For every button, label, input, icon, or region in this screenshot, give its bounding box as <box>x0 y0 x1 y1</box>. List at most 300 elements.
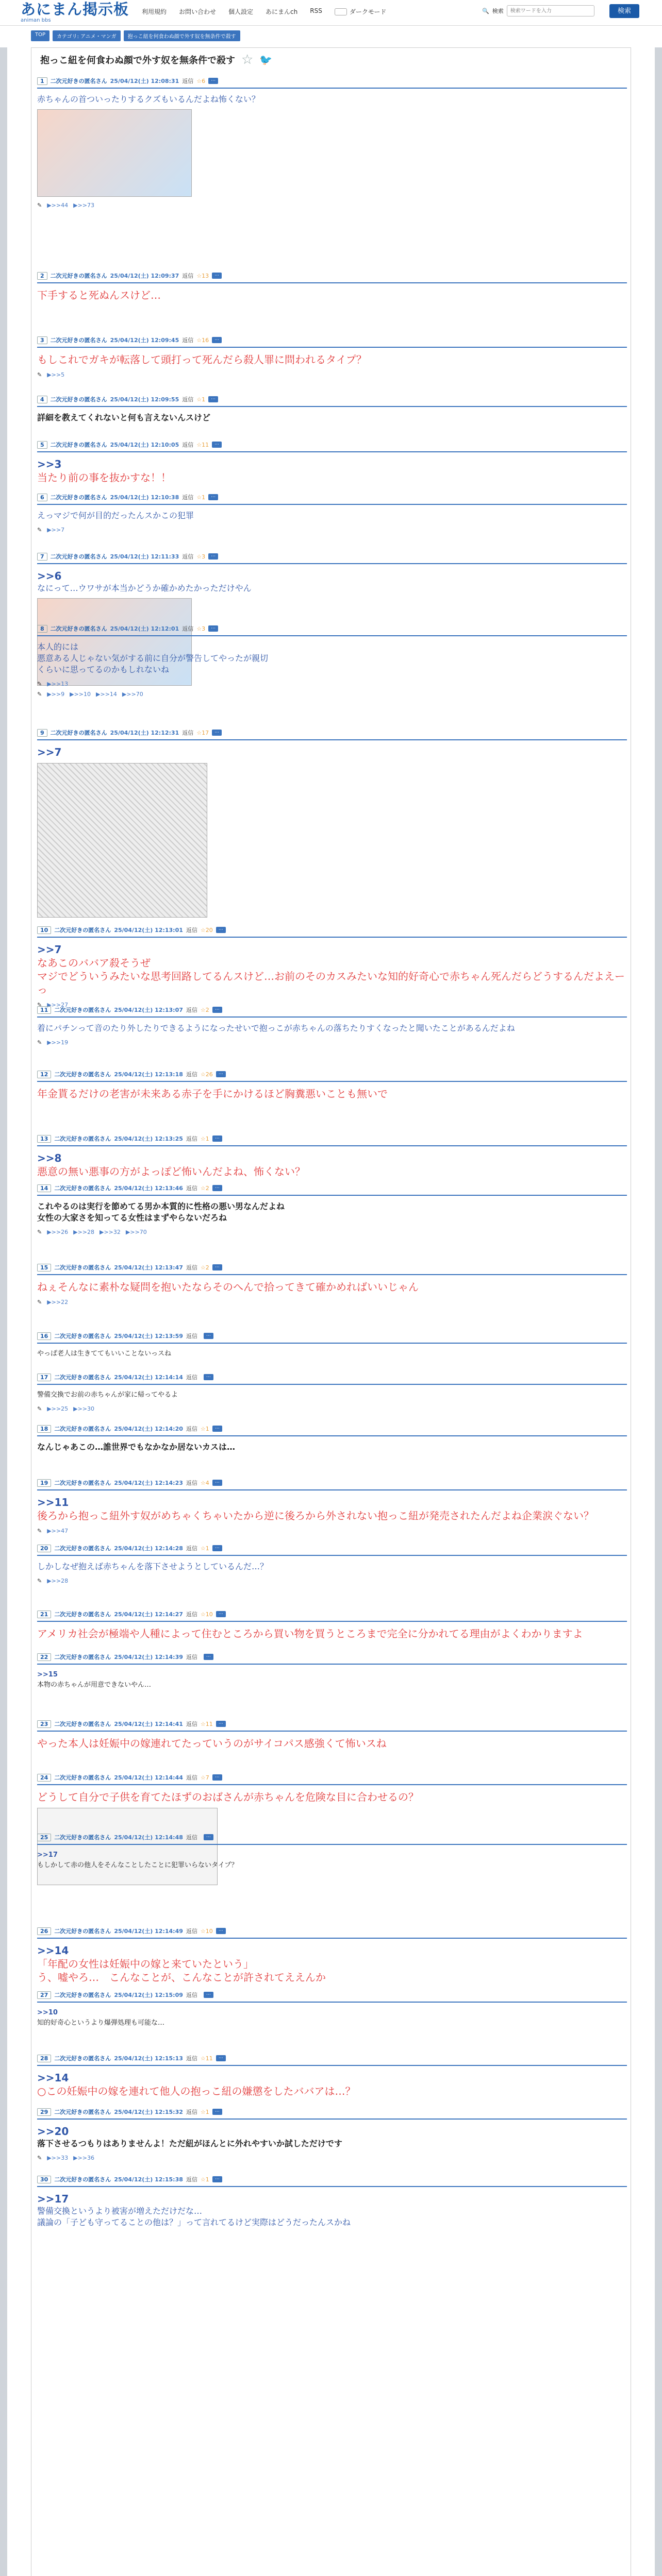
post-number[interactable]: 17 <box>37 1374 51 1381</box>
ref-link[interactable]: ▶>>7 <box>47 527 65 533</box>
poster-name: 二次元好きの匿名さん <box>54 1774 111 1781</box>
post-divider <box>37 1435 627 1436</box>
post-divider <box>37 1938 627 1939</box>
reply-refs <box>37 1528 627 1534</box>
post-number[interactable]: 27 <box>37 1991 51 1999</box>
like-count[interactable]: ☆10 <box>200 1927 213 1935</box>
poster-name: 二次元好きの匿名さん <box>54 1264 111 1271</box>
ref-link[interactable]: ▶>>22 <box>47 1299 69 1306</box>
reply-link[interactable]: 返信 <box>186 927 197 934</box>
reply-anchor[interactable]: >>10 <box>37 2009 58 2016</box>
nav-contact[interactable]: お問い合わせ <box>179 8 217 15</box>
like-count[interactable]: ☆3 <box>196 625 206 632</box>
like-count[interactable]: ☆11 <box>196 441 209 448</box>
site-header <box>0 0 662 26</box>
post-27 <box>37 1990 627 2028</box>
post-body: もしこれでガキが転落して頭打って死んだら殺人罪に問われるタイプ？ <box>37 353 367 366</box>
post-header <box>37 551 627 562</box>
menu-button[interactable]: ⋯ <box>212 1774 222 1781</box>
menu-button[interactable]: ⋯ <box>204 1374 213 1380</box>
post-header <box>37 1719 627 1729</box>
reply-refs <box>37 691 627 698</box>
ref-link[interactable]: ▶>>44 <box>47 202 69 209</box>
post-number[interactable]: 5 <box>37 441 47 449</box>
reply-link[interactable]: 返信 <box>186 2055 197 2062</box>
menu-button[interactable]: ⋯ <box>212 1007 222 1013</box>
post-date: 25/04/12(土) 12:12:31 <box>110 730 179 736</box>
like-count[interactable]: ☆2 <box>200 1184 209 1192</box>
poster-name: 二次元好きの匿名さん <box>54 1333 111 1340</box>
post-number[interactable]: 24 <box>37 1774 51 1782</box>
post-date: 25/04/12(土) 12:14:39 <box>114 1654 183 1660</box>
nav-terms[interactable]: 利用規約 <box>142 8 167 15</box>
post-number[interactable]: 18 <box>37 1425 51 1433</box>
menu-button[interactable]: ⋯ <box>216 1928 226 1934</box>
menu-button[interactable]: ⋯ <box>212 1264 222 1270</box>
like-count[interactable]: ☆13 <box>196 272 209 279</box>
menu-button[interactable]: ⋯ <box>216 1611 226 1617</box>
like-count[interactable]: ☆10 <box>200 1611 213 1618</box>
post-divider <box>37 2186 627 2187</box>
like-count[interactable]: ☆1 <box>200 2176 209 2183</box>
post-divider <box>37 635 627 636</box>
post-number[interactable]: 28 <box>37 2055 51 2062</box>
poster-name: 二次元好きの匿名さん <box>54 1374 111 1381</box>
post-body: 年金貰るだけの老害が未来ある赤子を手にかけるほど胸糞悪いことも無いで <box>37 1088 388 1100</box>
poster-name: 二次元好きの匿名さん <box>54 2176 111 2183</box>
post-1 <box>37 76 627 209</box>
post-divider <box>37 2119 627 2120</box>
menu-button[interactable]: ⋯ <box>204 1834 213 1840</box>
post-divider <box>37 2065 627 2066</box>
post-28 <box>37 2053 627 2098</box>
post-12 <box>37 1069 627 1100</box>
ref-link[interactable]: ▶>>70 <box>122 691 143 698</box>
post-divider <box>37 1784 627 1785</box>
menu-button[interactable]: ⋯ <box>212 1480 222 1486</box>
post-number[interactable]: 25 <box>37 1834 51 1841</box>
site-logo[interactable] <box>21 1 129 24</box>
post-header <box>37 1609 627 1619</box>
reply-link[interactable]: 返信 <box>186 1992 197 1998</box>
post-date: 25/04/12(土) 12:15:09 <box>114 1992 183 1998</box>
poster-name: 二次元好きの匿名さん <box>50 553 107 560</box>
menu-button[interactable]: ⋯ <box>212 2109 222 2115</box>
post-number[interactable]: 19 <box>37 1479 51 1487</box>
reply-anchor[interactable]: >>3 <box>37 458 62 470</box>
post-number[interactable]: 6 <box>37 494 47 501</box>
menu-button[interactable]: ⋯ <box>208 625 218 632</box>
menu-button[interactable]: ⋯ <box>204 1992 213 1998</box>
breadcrumb-top[interactable]: TOP <box>31 30 49 41</box>
ref-link[interactable]: ▶>>32 <box>100 1229 121 1235</box>
post-header <box>37 1069 627 1079</box>
post-divider <box>37 1555 627 1556</box>
post-body: もしかして赤の他人をそんなことしたことに犯罪いらないタイプ？ <box>37 1861 238 1869</box>
reply-link[interactable]: 返信 <box>182 273 194 279</box>
reply-icon: ✎ <box>37 681 42 687</box>
post-body: 詳細を教えてくれないと何も言えないんスけど <box>37 413 211 422</box>
post-divider <box>37 1731 627 1732</box>
post-number[interactable]: 1 <box>37 77 47 85</box>
like-count[interactable]: ☆3 <box>196 553 206 560</box>
post-image[interactable] <box>37 109 192 197</box>
reply-icon: ✎ <box>37 1405 42 1412</box>
post-number[interactable]: 4 <box>37 396 47 403</box>
search-icon: 🔍 <box>482 7 489 14</box>
post-date: 25/04/12(土) 12:14:48 <box>114 1834 183 1841</box>
reply-link[interactable]: 返信 <box>186 1545 197 1552</box>
post-body: 知的好奇心というより爆弾処理も可能な… <box>37 2019 165 2027</box>
ref-link[interactable]: ▶>>9 <box>47 691 65 698</box>
like-count[interactable]: ☆1 <box>200 1135 209 1142</box>
nav-settings[interactable]: 個人設定 <box>228 8 254 15</box>
post-date: 25/04/12(土) 12:14:28 <box>114 1545 183 1552</box>
post-number[interactable]: 29 <box>37 2108 51 2116</box>
like-count[interactable]: ☆2 <box>200 1264 209 1271</box>
post-divider <box>37 1081 627 1082</box>
like-count[interactable]: ☆6 <box>196 77 206 84</box>
ref-link[interactable]: ▶>>14 <box>96 691 117 698</box>
post-date: 25/04/12(土) 12:10:38 <box>110 494 179 501</box>
post-number[interactable]: 16 <box>37 1332 51 1340</box>
post-date: 25/04/12(土) 12:14:27 <box>114 1611 183 1618</box>
like-count[interactable]: ☆17 <box>196 729 209 736</box>
poster-name: 二次元好きの匿名さん <box>54 1721 111 1727</box>
menu-button[interactable]: ⋯ <box>208 396 218 402</box>
menu-button[interactable]: ⋯ <box>204 1654 213 1660</box>
poster-name: 二次元好きの匿名さん <box>50 494 107 501</box>
ref-link[interactable]: ▶>>73 <box>73 202 94 209</box>
reply-icon: ✎ <box>37 691 42 698</box>
thread-title: 抱っこ紐を何食わぬ顔で外す奴を無条件で殺す <box>40 55 235 66</box>
post-number[interactable]: 12 <box>37 1071 51 1078</box>
reply-anchor[interactable]: >>6 <box>37 570 62 582</box>
post-header <box>37 623 627 634</box>
like-count[interactable]: ☆1 <box>200 1545 209 1552</box>
search-input[interactable] <box>507 5 594 16</box>
reply-link[interactable]: 返信 <box>186 1136 197 1142</box>
reply-anchor[interactable]: >>20 <box>37 2125 69 2138</box>
search-label: 検索 <box>492 8 504 14</box>
ref-link[interactable]: ▶>>5 <box>47 371 65 378</box>
post-number[interactable]: 14 <box>37 1184 51 1192</box>
menu-button[interactable]: ⋯ <box>212 1136 222 1142</box>
ref-link[interactable]: ▶>>19 <box>47 1039 69 1046</box>
reply-refs <box>37 1229 627 1235</box>
reply-link[interactable]: 返信 <box>186 1374 197 1381</box>
menu-button[interactable]: ⋯ <box>212 442 222 448</box>
breadcrumb-thread[interactable]: 抱っこ紐を何食わぬ顔で外す奴を無条件で殺す <box>124 30 240 41</box>
poster-name: 二次元好きの匿名さん <box>54 1611 111 1618</box>
post-26 <box>37 1926 627 1984</box>
post-header <box>37 1331 627 1341</box>
reply-link[interactable]: 返信 <box>186 1654 197 1660</box>
reply-anchor[interactable]: >>14 <box>37 2072 69 2084</box>
ref-link[interactable]: ▶>>30 <box>73 1405 94 1412</box>
reply-link[interactable]: 返信 <box>186 1480 197 1486</box>
post-body: ○この妊娠中の嫁を連れて他人の抱っこ紐の嫌懲をしたババアは…？ <box>37 2085 356 2097</box>
post-date: 25/04/12(土) 12:13:01 <box>114 927 183 934</box>
like-count[interactable]: ☆1 <box>196 494 206 501</box>
post-date: 25/04/12(土) 12:14:20 <box>114 1426 183 1432</box>
logo-main: あにまん掲示板 <box>21 1 129 18</box>
poster-name: 二次元好きの匿名さん <box>54 1992 111 1998</box>
like-count[interactable]: ☆20 <box>200 926 213 934</box>
like-count[interactable]: ☆1 <box>196 396 206 403</box>
post-header <box>37 2053 627 2063</box>
poster-name: 二次元好きの匿名さん <box>54 1545 111 1552</box>
post-number[interactable]: 2 <box>37 272 47 280</box>
post-body: 本人的には 悪意ある人じゃない気がする前に自分が警告してやったが親切 くらいに思ってるのかもしれないね <box>37 642 269 674</box>
reply-link[interactable]: 返信 <box>186 1774 197 1781</box>
post-5 <box>37 439 627 484</box>
menu-button[interactable]: ⋯ <box>216 1721 226 1727</box>
post-number[interactable]: 21 <box>37 1611 51 1618</box>
post-header <box>37 1772 627 1783</box>
poster-name: 二次元好きの匿名さん <box>54 1007 111 1013</box>
post-divider <box>37 1664 627 1665</box>
menu-button[interactable]: ⋯ <box>212 337 222 343</box>
post-header <box>37 1183 627 1193</box>
post-number[interactable]: 11 <box>37 1006 51 1014</box>
post-divider <box>37 563 627 564</box>
post-header <box>37 1926 627 1936</box>
reply-link[interactable]: 返信 <box>182 442 194 448</box>
reply-icon: ✎ <box>37 1528 42 1534</box>
post-20 <box>37 1543 627 1584</box>
post-date: 25/04/12(土) 12:14:49 <box>114 1928 183 1935</box>
logo-sub: animan bbs <box>21 18 51 23</box>
post-number[interactable]: 23 <box>37 1720 51 1728</box>
reply-link[interactable]: 返信 <box>186 1264 197 1271</box>
menu-button[interactable]: ⋯ <box>212 1426 222 1432</box>
nav-animanch[interactable]: あにまんch <box>266 8 298 15</box>
ref-link[interactable]: ▶>>33 <box>47 2155 69 2161</box>
menu-button[interactable]: ⋯ <box>216 1071 226 1077</box>
ref-link[interactable]: ▶>>36 <box>73 2155 94 2161</box>
poster-name: 二次元好きの匿名さん <box>50 273 107 279</box>
post-30 <box>37 2174 627 2228</box>
post-4 <box>37 394 627 423</box>
ref-link[interactable]: ▶>>27 <box>47 1002 69 1008</box>
poster-name: 二次元好きの匿名さん <box>54 1136 111 1142</box>
post-date: 25/04/12(土) 12:14:41 <box>114 1721 183 1727</box>
post-21 <box>37 1609 627 1640</box>
post-number[interactable]: 22 <box>37 1653 51 1661</box>
post-16 <box>37 1331 627 1359</box>
reply-anchor[interactable]: >>17 <box>37 1851 58 1859</box>
post-header <box>37 2174 627 2184</box>
post-header <box>37 1652 627 1662</box>
post-number[interactable]: 15 <box>37 1264 51 1272</box>
post-header <box>37 76 627 86</box>
reply-icon: ✎ <box>37 202 42 209</box>
reply-link[interactable]: 返信 <box>186 1185 197 1192</box>
menu-button[interactable]: ⋯ <box>208 78 218 84</box>
post-11 <box>37 1005 627 1046</box>
like-count[interactable]: ☆26 <box>200 1071 213 1078</box>
post-header <box>37 492 627 502</box>
post-divider <box>37 1384 627 1385</box>
like-count[interactable]: ☆2 <box>200 1006 209 1013</box>
reply-link[interactable]: 返信 <box>186 1928 197 1935</box>
reply-anchor[interactable]: >>15 <box>37 1671 58 1679</box>
reply-link[interactable]: 返信 <box>182 494 194 501</box>
menu-button[interactable]: ⋯ <box>204 1333 213 1339</box>
post-header <box>37 394 627 404</box>
post-number[interactable]: 13 <box>37 1135 51 1143</box>
nav-rss[interactable]: RSS <box>310 7 322 14</box>
ref-link[interactable]: ▶>>25 <box>47 1405 69 1412</box>
ref-link[interactable]: ▶>>10 <box>70 691 91 698</box>
post-divider <box>37 1016 627 1018</box>
menu-button[interactable]: ⋯ <box>212 730 222 736</box>
post-3 <box>37 335 627 378</box>
reply-refs <box>37 1405 627 1412</box>
post-body: 警備交換でお前の赤ちゃんが家に帰ってやるよ <box>37 1391 178 1399</box>
post-body: なんじゃあこの…誰世界でもなかなか居ないカスは… <box>37 1442 236 1452</box>
menu-button[interactable]: ⋯ <box>216 927 226 933</box>
reply-link[interactable]: 返信 <box>186 1007 197 1013</box>
post-body: ねぇそんなに素朴な疑問を抱いたならそのへんで拾ってきて確かめればいいじゃん <box>37 1281 419 1293</box>
reply-link[interactable]: 返信 <box>186 2176 197 2183</box>
ref-link[interactable]: ▶>>70 <box>125 1229 147 1235</box>
reply-link[interactable]: 返信 <box>186 1834 197 1841</box>
post-divider <box>37 504 627 505</box>
twitter-share-icon[interactable]: 🐦 <box>259 54 273 66</box>
post-divider <box>37 1621 627 1622</box>
reply-link[interactable]: 返信 <box>182 730 194 736</box>
reply-icon: ✎ <box>37 1002 42 1008</box>
like-count[interactable]: ☆11 <box>200 2055 213 2062</box>
post-number[interactable]: 3 <box>37 336 47 344</box>
menu-button[interactable]: ⋯ <box>212 273 222 279</box>
like-count[interactable]: ☆4 <box>200 1479 209 1486</box>
poster-name: 二次元好きの匿名さん <box>50 730 107 736</box>
reply-anchor[interactable]: >>17 <box>37 2193 69 2205</box>
post-number[interactable]: 8 <box>37 625 47 633</box>
reply-link[interactable]: 返信 <box>182 78 194 84</box>
poster-name: 二次元好きの匿名さん <box>50 396 107 403</box>
poster-name: 二次元好きの匿名さん <box>50 625 107 632</box>
post-header <box>37 1990 627 2000</box>
post-date: 25/04/12(土) 12:14:44 <box>114 1774 183 1781</box>
ref-link[interactable]: ▶>>26 <box>47 1229 69 1235</box>
favorite-star-icon[interactable]: ☆ <box>241 52 254 67</box>
menu-button[interactable]: ⋯ <box>212 1545 222 1551</box>
like-count[interactable]: ☆7 <box>200 1774 209 1781</box>
reply-link[interactable]: 返信 <box>186 1611 197 1618</box>
post-body: えっマジで何が目的だったんスかこの犯罪 <box>37 511 194 520</box>
reply-refs <box>37 1039 627 1046</box>
reply-link[interactable]: 返信 <box>182 337 194 344</box>
reply-link[interactable]: 返信 <box>186 1426 197 1432</box>
reply-anchor[interactable]: >>7 <box>37 943 62 956</box>
ref-link[interactable]: ▶>>47 <box>47 1528 69 1534</box>
left-side-bar <box>0 47 7 2576</box>
post-23 <box>37 1719 627 1750</box>
reply-anchor[interactable]: >>8 <box>37 1152 62 1164</box>
post-number[interactable]: 26 <box>37 1927 51 1935</box>
post-body: 悪意の無い悪事の方がよっぽど怖いんだよね、怖くない？ <box>37 1165 305 1178</box>
darkmode-toggle[interactable] <box>335 7 387 16</box>
reply-refs <box>37 202 627 209</box>
reply-anchor[interactable]: >>7 <box>37 746 62 758</box>
darkmode-label: ダークモード <box>349 8 387 15</box>
reply-icon: ✎ <box>37 1578 42 1584</box>
menu-button[interactable]: ⋯ <box>208 553 218 560</box>
menu-button[interactable]: ⋯ <box>216 2055 226 2061</box>
reply-link[interactable]: 返信 <box>182 625 194 632</box>
post-body: 落下させるつもりはありませんよ！ただ紐がほんとに外れやすいか試しただけです <box>37 2139 342 2148</box>
post-14 <box>37 1183 627 1235</box>
like-count[interactable]: ☆11 <box>200 1720 213 1727</box>
post-6 <box>37 492 627 533</box>
reply-anchor[interactable]: >>11 <box>37 1496 69 1509</box>
reply-link[interactable]: 返信 <box>186 2109 197 2115</box>
post-divider <box>37 451 627 452</box>
post-9 <box>37 727 627 918</box>
ref-link[interactable]: ▶>>13 <box>47 681 69 687</box>
menu-button[interactable]: ⋯ <box>212 2176 222 2182</box>
post-10 <box>37 925 627 1008</box>
menu-button[interactable]: ⋯ <box>212 1185 222 1191</box>
post-header <box>37 2107 627 2117</box>
reply-link[interactable]: 返信 <box>186 1721 197 1727</box>
reply-link[interactable]: 返信 <box>186 1071 197 1078</box>
post-divider <box>37 282 627 283</box>
breadcrumb-category[interactable]: カテゴリ: アニメ・マンガ <box>53 30 121 41</box>
post-number[interactable]: 10 <box>37 926 51 934</box>
reply-icon: ✎ <box>37 2155 42 2161</box>
reply-anchor[interactable]: >>14 <box>37 1944 69 1957</box>
ref-link[interactable]: ▶>>28 <box>73 1229 94 1235</box>
post-29 <box>37 2107 627 2161</box>
like-count[interactable]: ☆16 <box>196 336 209 344</box>
post-body: なにって…ウワサが本当かどうか確かめたかっただけやん <box>37 583 252 593</box>
post-number[interactable]: 7 <box>37 553 47 561</box>
post-date: 25/04/12(土) 12:09:45 <box>110 337 179 344</box>
post-header <box>37 1372 627 1382</box>
reply-link[interactable]: 返信 <box>186 1333 197 1340</box>
ref-link[interactable]: ▶>>28 <box>47 1578 69 1584</box>
post-date: 25/04/12(土) 12:13:46 <box>114 1185 183 1192</box>
reply-link[interactable]: 返信 <box>182 553 194 560</box>
post-date: 25/04/12(土) 12:13:07 <box>114 1007 183 1013</box>
post-divider <box>37 1343 627 1344</box>
post-body: 赤ちゃんの首ついったりするクズもいるんだよね怖くない？ <box>37 94 260 104</box>
post-date: 25/04/12(土) 12:12:01 <box>110 625 179 632</box>
post-date: 25/04/12(土) 12:09:37 <box>110 273 179 279</box>
menu-button[interactable]: ⋯ <box>208 494 218 500</box>
like-count[interactable]: ☆1 <box>200 1425 209 1432</box>
post-number[interactable]: 20 <box>37 1545 51 1552</box>
poster-name: 二次元好きの匿名さん <box>54 1928 111 1935</box>
post-divider <box>37 937 627 938</box>
search-button[interactable]: 検索 <box>609 4 639 18</box>
like-count[interactable]: ☆1 <box>200 2108 209 2115</box>
post-divider <box>37 2002 627 2003</box>
post-body: 本物の赤ちゃんが用意できないやん… <box>37 1681 152 1689</box>
reply-link[interactable]: 返信 <box>182 396 194 403</box>
post-number[interactable]: 30 <box>37 2176 51 2183</box>
post-date: 25/04/12(土) 12:08:31 <box>110 78 179 84</box>
manga-panel-image[interactable] <box>37 763 207 918</box>
post-date: 25/04/12(土) 12:14:14 <box>114 1374 183 1381</box>
post-number[interactable]: 9 <box>37 729 47 737</box>
post-25 <box>37 1832 627 1871</box>
